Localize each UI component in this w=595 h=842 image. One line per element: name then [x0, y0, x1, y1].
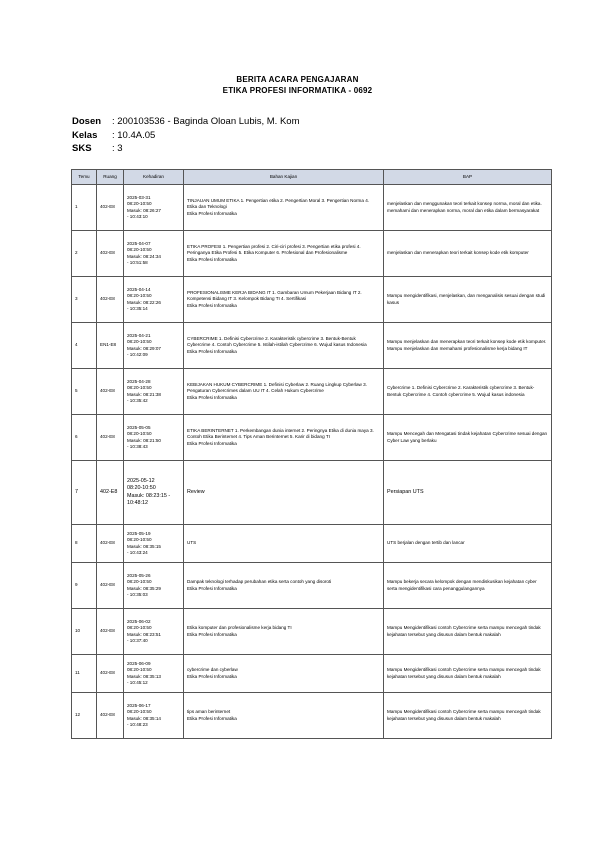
- meta-dosen: [72, 116, 299, 127]
- cell-bahan-kajian: [184, 563, 384, 609]
- kehadiran-keluar: - 10:38:43: [127, 443, 148, 449]
- kehadiran-time: 08:20-10:50: [127, 293, 152, 299]
- kehadiran-time: 08:20-10:50: [127, 385, 152, 391]
- cell-bap: menjelaskan dan menerapkan teori terkait konsep kode etik komputer: [384, 231, 552, 277]
- header-ruang: Ruang: [97, 170, 124, 185]
- cell-bahan-kajian: [184, 415, 384, 461]
- table-row: [72, 369, 552, 415]
- bahan-kajian-text: UTS: [187, 540, 197, 546]
- kehadiran-time: 08:20-10:50: [127, 709, 152, 715]
- table-row: [72, 693, 552, 739]
- bahan-kajian-text: Dampak teknologi terhadap perubahan etika serta contoh yang disoroti: [187, 579, 332, 585]
- table-row: [72, 323, 552, 369]
- kehadiran-masuk: Masuk: 08:21:50: [127, 437, 161, 443]
- cell-kehadiran: [124, 415, 184, 461]
- bahan-kajian-course: Etika Profesi Informatika: [187, 673, 237, 679]
- cell-kehadiran: [124, 563, 184, 609]
- cell-temu: 4: [72, 323, 97, 369]
- cell-ruang: 402-E8: [97, 277, 124, 323]
- cell-temu: 7: [72, 461, 97, 525]
- dosen-label: Dosen: [72, 116, 102, 127]
- bahan-kajian-text: tips aman berinternet: [187, 709, 231, 715]
- cell-ruang: 402-E8: [97, 655, 124, 693]
- kehadiran-time: 08:20-10:50: [127, 579, 152, 585]
- bahan-kajian-text: ETIKA PROFESI 1. Pengertian profesi 2. Ciri-ciri profesi 3. Pengertian etika profesi 4. Peringanya Etika Profesi 5. Etika Komputer 6. Profesional dan Profesionalisme: [187, 244, 361, 256]
- meta-kelas: [72, 130, 155, 141]
- kehadiran-masuk: Masuk: 08:35:14: [127, 715, 161, 721]
- table-row: [72, 655, 552, 693]
- cell-temu: 8: [72, 525, 97, 563]
- kehadiran-date: 2025-05-26: [127, 573, 151, 579]
- header-bahan-kajian: Bahan Kajian: [184, 170, 384, 185]
- header-kehadiran: Kehadiran: [124, 170, 184, 185]
- header-temu: Temu: [72, 170, 97, 185]
- kehadiran-masuk: Masuk: 08:29:07: [127, 345, 161, 351]
- kehadiran-masuk: Masuk: 08:22:26: [127, 299, 161, 305]
- cell-ruang: 402-E8: [97, 415, 124, 461]
- cell-ruang: 402-E8: [97, 563, 124, 609]
- cell-kehadiran: [124, 655, 184, 693]
- kehadiran-time: 08:20-10:50: [127, 667, 152, 673]
- kehadiran-masuk: Masuk: 08:35:15: [127, 543, 161, 549]
- kehadiran-date: 2025-05-05: [127, 425, 151, 431]
- sks-label: SKS: [72, 143, 92, 154]
- cell-kehadiran: [124, 185, 184, 231]
- kehadiran-keluar: - 10:51:58: [127, 259, 148, 265]
- bahan-kajian-text: PROFESIONALISME KERJA BIDANG IT 1. Gambaran Umum Pekerjaan Bidang IT 2. Kompetensi Bidang IT 3. Kelompok Bidang TI 4. Sertifikasi: [187, 290, 362, 302]
- cell-bahan-kajian: [184, 525, 384, 563]
- meta-sks: [72, 143, 123, 154]
- kehadiran-keluar: - 10:35:03: [127, 591, 148, 597]
- cell-bap: Mampu menjelaskan dan menerapkan teori terkait konsep kode etik komputer. Mampu menjelaskan dan memahami profesionalisme kerja bidang IT: [384, 323, 552, 369]
- kehadiran-time: 08:20-10:50: [127, 625, 152, 631]
- cell-temu: 6: [72, 415, 97, 461]
- kehadiran-masuk: Masuk: 08:23:51: [127, 631, 161, 637]
- kehadiran-masuk: Masuk: 08:24:34: [127, 253, 161, 259]
- kehadiran-keluar: - 10:43:10: [127, 213, 148, 219]
- cell-kehadiran: [124, 277, 184, 323]
- kehadiran-keluar: - 10:35:42: [127, 397, 148, 403]
- table-row: [72, 525, 552, 563]
- cell-bahan-kajian: [184, 369, 384, 415]
- bahan-kajian-course: Etika Profesi Informatika: [187, 256, 237, 262]
- kehadiran-masuk: Masuk: 08:35:29: [127, 585, 161, 591]
- cell-temu: 1: [72, 185, 97, 231]
- bahan-kajian-course: Etika Profesi Informatika: [187, 210, 237, 216]
- cell-kehadiran: [124, 525, 184, 563]
- cell-kehadiran: [124, 323, 184, 369]
- bahan-kajian-text: cybercrime dan cyberlaw: [187, 667, 238, 673]
- cell-temu: 9: [72, 563, 97, 609]
- cell-ruang: EN1-E8: [97, 323, 124, 369]
- kehadiran-date: 2025-04-14: [127, 287, 151, 293]
- kehadiran-keluar: - 10:35:14: [127, 305, 148, 311]
- cell-bap: Mampu Mengidentifikasi contoh Cybercrime serta mampu mencegah tindak kejahatan tersebut yang disusun dalam bentuk makalah: [384, 655, 552, 693]
- bahan-kajian-text: Etika komputer dan profesionalisme kerja bidang TI: [187, 625, 292, 631]
- cell-ruang: 402-E8: [97, 185, 124, 231]
- kehadiran-time: 08:20-10:50: [127, 431, 152, 437]
- sks-value: : 3: [112, 143, 123, 154]
- table-header-row: [72, 170, 552, 185]
- course-title: ETIKA PROFESI INFORMATIKA - 0692: [222, 86, 373, 95]
- cell-bahan-kajian: [184, 277, 384, 323]
- kehadiran-masuk: Masuk: 08:26:27: [127, 207, 161, 213]
- kehadiran-keluar: 10:48:12: [127, 499, 148, 506]
- bahan-kajian-course: Etika Profesi Informatika: [187, 585, 237, 591]
- cell-temu: 10: [72, 609, 97, 655]
- kehadiran-date: 2025-05-19: [127, 531, 151, 537]
- table-row: [72, 185, 552, 231]
- kehadiran-date: 2025-03-31: [127, 195, 151, 201]
- cell-bahan-kajian: [184, 323, 384, 369]
- kehadiran-date: 2025-06-02: [127, 619, 151, 625]
- cell-bahan-kajian: [184, 185, 384, 231]
- bahan-kajian-course: Etika Profesi Informatika: [187, 302, 237, 308]
- cell-temu: 3: [72, 277, 97, 323]
- teaching-record-table: [71, 169, 552, 739]
- kehadiran-time: 08:20-10:50: [127, 247, 152, 253]
- bahan-kajian-course: Etika Profesi Informatika: [187, 348, 237, 354]
- kehadiran-date: 2025-05-12: [127, 477, 155, 484]
- kehadiran-time: 08:20-10:50: [127, 201, 152, 207]
- cell-bahan-kajian: [184, 655, 384, 693]
- cell-bap: Mampu Mencegah dan Mengatasi tindak kejahatan Cybercrime sesuai dengan Cyber Law yang berlaku: [384, 415, 552, 461]
- kehadiran-masuk: Masuk: 08:35:13: [127, 673, 161, 679]
- cell-bap: Mampu Mengidentifikasi contoh Cybercrime serta mampu mencegah tindak kejahatan tersebut yang disusun dalam bentuk makalah: [384, 693, 552, 739]
- cell-ruang: 402-E8: [97, 525, 124, 563]
- kehadiran-time: 08:20-10:50: [127, 485, 156, 492]
- cell-ruang: 402-E8: [97, 231, 124, 277]
- kelas-value: : 10.4A.05: [112, 130, 156, 141]
- cell-bap: Mampu mengidentifikasi, menjelaskan, dan menganalisis sesuai dengan studi kasus: [384, 277, 552, 323]
- kehadiran-keluar: - 10:48:23: [127, 721, 148, 727]
- bahan-kajian-course: Etika Profesi Informatika: [187, 440, 237, 446]
- cell-kehadiran: [124, 609, 184, 655]
- table-row: [72, 563, 552, 609]
- dosen-value: : 200103536 - Baginda Oloan Lubis, M. Kom: [112, 116, 300, 127]
- cell-bap: Cybercrime 1. Definisi Cybercrime 2. Karakteristik cybercrime 3. Bentuk-Bentuk Cybercrime 4. Contoh cybercrime 5. Wujud kasus indonesia: [384, 369, 552, 415]
- document-title: BERITA ACARA PENGAJARAN: [236, 75, 359, 84]
- kehadiran-masuk: Masuk: 08:23:15 -: [127, 492, 171, 499]
- kehadiran-date: 2025-06-09: [127, 661, 151, 667]
- cell-ruang: 402-E8: [97, 369, 124, 415]
- cell-temu: 12: [72, 693, 97, 739]
- cell-temu: 2: [72, 231, 97, 277]
- cell-bap: menjelaskan dan menggunakan teori terkait konsep norma, moral dan etika. memahami dan menerapkan norma, moral dan etika dalam bermasyarakat: [384, 185, 552, 231]
- cell-ruang: 402-E8: [97, 609, 124, 655]
- bahan-kajian-course: Etika Profesi Informatika: [187, 394, 237, 400]
- cell-temu: 5: [72, 369, 97, 415]
- bahan-kajian-course: Etika Profesi Informatika: [187, 631, 237, 637]
- cell-bahan-kajian: [184, 231, 384, 277]
- kehadiran-date: 2025-04-21: [127, 333, 151, 339]
- kehadiran-keluar: - 10:43:24: [127, 549, 148, 555]
- kehadiran-time: 08:20-10:50: [127, 537, 152, 543]
- cell-bap: Mampu bekerja secara kelompok dengan mendiskusikan kejahatan cyber serta mengidentifikasi cara penanggulangannya: [384, 563, 552, 609]
- bahan-kajian-text: CYBERCRIME 1. Definisi Cybercrime 2. Karakteristik cybercrime 3. Bentuk-Bentuk Cybercrime 4. Contoh Cybercrime 5. Istilah-istilah Cybercrime 6. Wujud kasus Indonesia: [187, 336, 367, 348]
- cell-kehadiran: [124, 231, 184, 277]
- kehadiran-keluar: - 10:45:12: [127, 679, 148, 685]
- table-row: [72, 415, 552, 461]
- kehadiran-date: 2025-06-17: [127, 703, 151, 709]
- cell-ruang: 402-E8: [97, 693, 124, 739]
- cell-bap: Persiapan UTS: [384, 461, 552, 525]
- cell-kehadiran: [124, 461, 184, 525]
- cell-bahan-kajian: [184, 693, 384, 739]
- table-row: [72, 277, 552, 323]
- cell-bap: Mampu Mengidentifikasi contoh Cybercrime serta mampu mencegah tindak kejahatan tersebut yang disusun dalam bentuk makalah: [384, 609, 552, 655]
- cell-bap: UTS berjalan dengan tertib dan lancar: [384, 525, 552, 563]
- kehadiran-time: 08:20-10:50: [127, 339, 152, 345]
- kehadiran-masuk: Masuk: 08:21:38: [127, 391, 161, 397]
- bahan-kajian-course: Etika Profesi Informatika: [187, 715, 237, 721]
- cell-kehadiran: [124, 693, 184, 739]
- cell-bahan-kajian: [184, 609, 384, 655]
- cell-temu: 11: [72, 655, 97, 693]
- cell-bahan-kajian: [184, 461, 384, 525]
- bahan-kajian-text: Review: [187, 488, 205, 495]
- header-bap: BAP: [384, 170, 552, 185]
- bahan-kajian-text: ETIKA BERINTERNET 1. Perkembangan dunia internet 2. Peringnya Etika di dunia maya 3. Contoh Etika Berinternet 4. Tips Aman Berinternet 5. Karir di bidang TI: [187, 428, 374, 440]
- kehadiran-keluar: - 10:37:40: [127, 637, 148, 643]
- cell-kehadiran: [124, 369, 184, 415]
- kehadiran-date: 2025-04-28: [127, 379, 151, 385]
- cell-ruang: 402-E8: [97, 461, 124, 525]
- bahan-kajian-text: TINJAUAN UMUM ETIKA 1. Pengertian etika 2. Pengertian Moral 3. Pengertian Norma 4. Etika dan Teknologi: [187, 198, 370, 210]
- table-row: [72, 609, 552, 655]
- bahan-kajian-text: KEBIJAKAN HUKUM CYBERCRIME 1. Definisi Cyberlaw 2. Ruang Lingkup Cyberlaw 3. Pengaturan Cybercrimes dalam UU IT 4. Celah Hukum Cybercrime: [187, 382, 367, 394]
- table-row: [72, 461, 552, 525]
- kehadiran-keluar: - 10:42:09: [127, 351, 148, 357]
- kehadiran-date: 2025-04-07: [127, 241, 151, 247]
- kelas-label: Kelas: [72, 130, 98, 141]
- table-row: [72, 231, 552, 277]
